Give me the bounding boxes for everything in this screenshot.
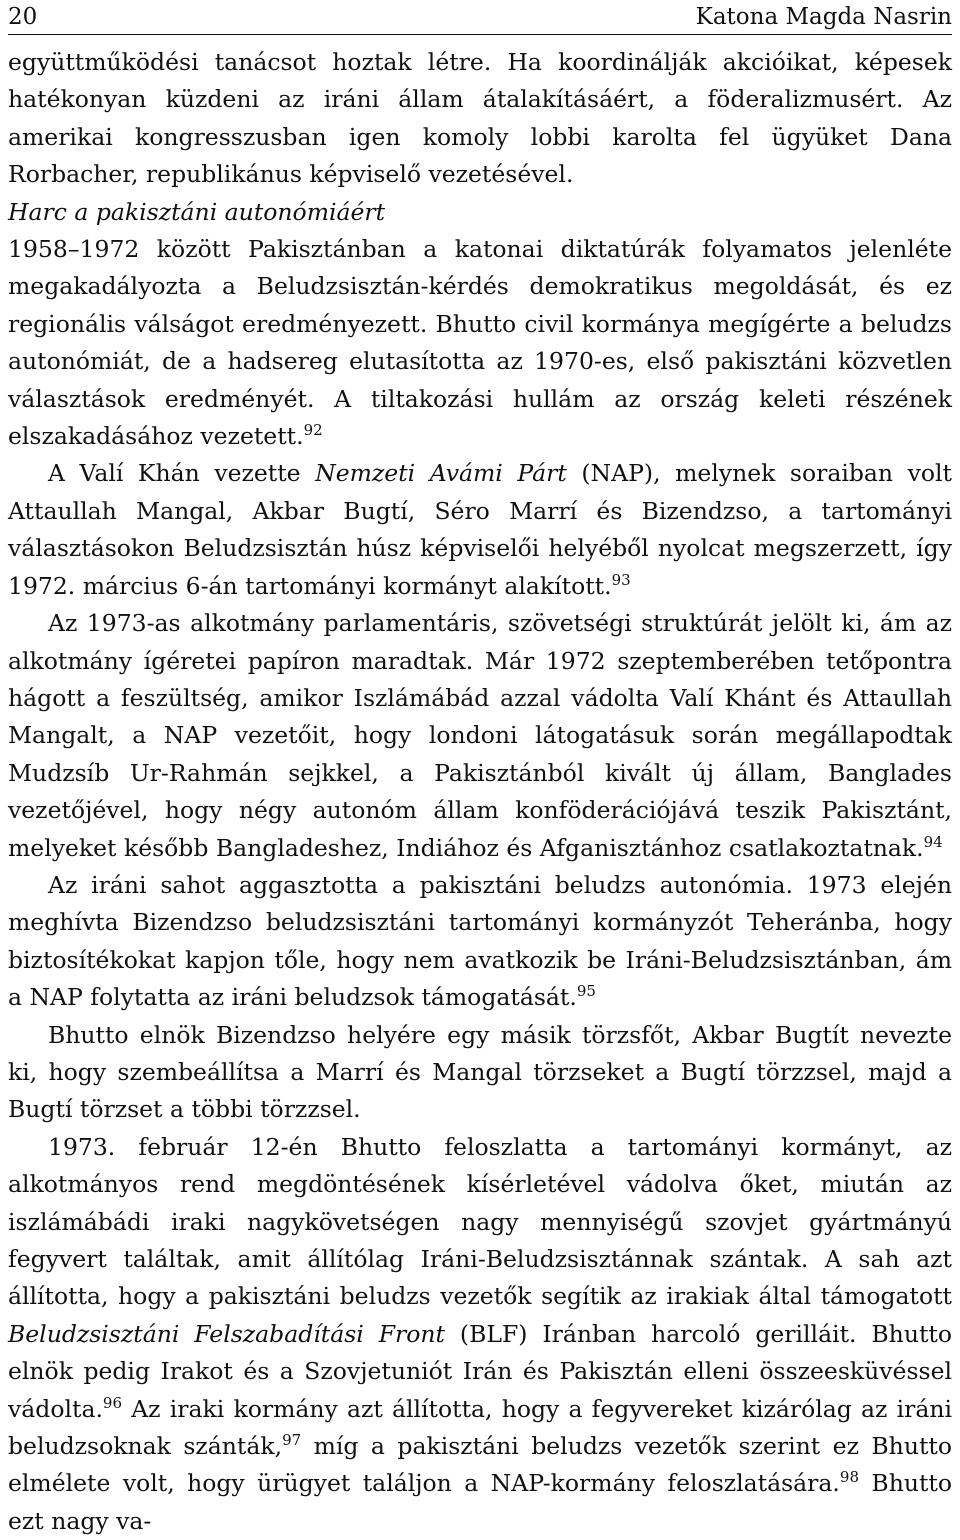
paragraph-text: 1958–1972 között Pakisztánban a katonai diktatúrák folyamatos jelenléte megakadályozta a Beludzsisztán-kérdés demokratikus megoldását, és ez regionális válságot eredményezett. Bhutto civil kormánya megígérte a beludzs autonómiát, de a hadsereg elutasította az 1970-es, első pakisztáni közvetlen választások eredményét. A tiltakozási hullám az ország keleti részének elszakadásához vezetett. — [8, 235, 952, 451]
paragraph — [8, 867, 952, 1017]
paragraph-continued — [8, 44, 952, 194]
running-header — [8, 0, 952, 35]
paragraph — [8, 455, 952, 605]
paragraph-text: Az iráni sahot aggasztotta a pakisztáni beludzs autonómia. 1973 elején meghívta Bizendzso beludzsisztáni tartományi kormányzót Teheránba, hogy biztosítékokat kapjon tőle, hogy nem avatkozik be Iráni-Beludzsisztánban, ám a NAP folytatta az iráni beludzsok támogatását. — [8, 870, 952, 1012]
paragraph — [8, 1129, 952, 1540]
running-header-author: Katona Magda Nasrin — [695, 4, 952, 30]
paragraph — [8, 605, 952, 867]
paragraph-text: A Valí Khán vezette — [48, 459, 316, 488]
body-text — [8, 44, 952, 1540]
footnote-ref[interactable]: 95 — [576, 982, 596, 1001]
page-number: 20 — [8, 4, 38, 30]
footnote-ref[interactable]: 98 — [839, 1468, 859, 1487]
footnote-ref[interactable]: 97 — [282, 1431, 302, 1450]
footnote-ref[interactable]: 96 — [102, 1393, 123, 1412]
paragraph-text: együttműködési tanácsot hoztak létre. Ha koordinálják akcióikat, képesek hatékonyan küzdeni az iráni állam átalakításáért, a föderalizmusért. Az amerikai kongresszusban igen komoly lobbi karolta fel ügyüket Dana Rorbacher, republikánus képviselő vezetésével. — [8, 48, 952, 189]
section-heading: Harc a pakisztáni autonómiáért — [8, 197, 386, 226]
paragraph-text: Az 1973-as alkotmány parlamentáris, szövetségi struktúrát jelölt ki, ám az alkotmány ígéretei papíron maradtak. Már 1972 szeptemberében tetőpontra hágott a feszültség, amikor Iszlámábád azzal vádolta Valí Khánt és Attaullah Mangalt, a NAP vezetőit, hogy londoni látogatásuk során megállapodtak Mudzsíb Ur-Rahmán sejkkel, a Pakisztánból kivált új állam, Banglades vezetőjével, hogy négy autonóm állam konföderációjává teszik Pakisztánt, melyeket később Bangladeshez, Indiához és Afganisztánhoz csatlakoztatnak. — [8, 609, 952, 862]
paragraph-text: (NAP), melynek soraiban volt Attaullah Mangal, Akbar Bugtí, Séro Marrí és Bizendzso, a tartományi választásokon Beludzsisztán húsz képviselői helyéből nyolcat megszerzett, így 1972. március 6-án tartományi kormányt alakított. — [8, 459, 953, 600]
organization-name-italic: Beludzsisztáni Felszabadítási Front — [8, 1319, 445, 1348]
paragraph-text: Az iraki kormány azt állította, hogy a fegyvereket kizárólag az iráni beludzsoknak szánták, — [8, 1394, 952, 1461]
paragraph-text: (BLF) Iránban harcoló gerilláit. Bhutto elnök pedig Irakot és a Szovjetuniót Irán és Pakisztán elleni összeesküvéssel vádolta. — [8, 1319, 952, 1423]
footnote-ref[interactable]: 93 — [611, 570, 631, 589]
footnote-ref[interactable]: 92 — [303, 421, 323, 440]
paragraph — [8, 1017, 952, 1129]
footnote-ref[interactable]: 94 — [923, 832, 943, 851]
paragraph-text: míg a pakisztáni beludzs vezetők szerint ez Bhutto elmélete volt, hogy ürügyet találjon a NAP-kormány feloszlatására. — [8, 1432, 952, 1498]
paragraph — [8, 231, 952, 455]
paragraph-text: Bhutto ezt nagy va- — [8, 1469, 953, 1535]
paragraph-text: Bhutto elnök Bizendzso helyére egy másik törzsfőt, Akbar Bugtít nevezte ki, hogy szembeállítsa a Marrí és Mangal törzseket a Bugtí törzzsel, majd a Bugtí törzset a többi törzzsel. — [8, 1020, 952, 1124]
party-name-italic: Nemzeti Avámi Párt — [315, 459, 567, 488]
paragraph-text: 1973. február 12-én Bhutto feloszlatta a tartományi kormányt, az alkotmányos rend megdöntésének kísérletével vádolva őket, miután az iszlámábádi iraki nagykövetségen nagy mennyiségű szovjet gyártmányú fegyvert találtak, amit állítólag Iráni-Beludzsisztánnak szántak. A sah azt állította, hogy a pakisztáni beludzs vezetők segítik az irakiak által támogatott — [8, 1132, 952, 1311]
